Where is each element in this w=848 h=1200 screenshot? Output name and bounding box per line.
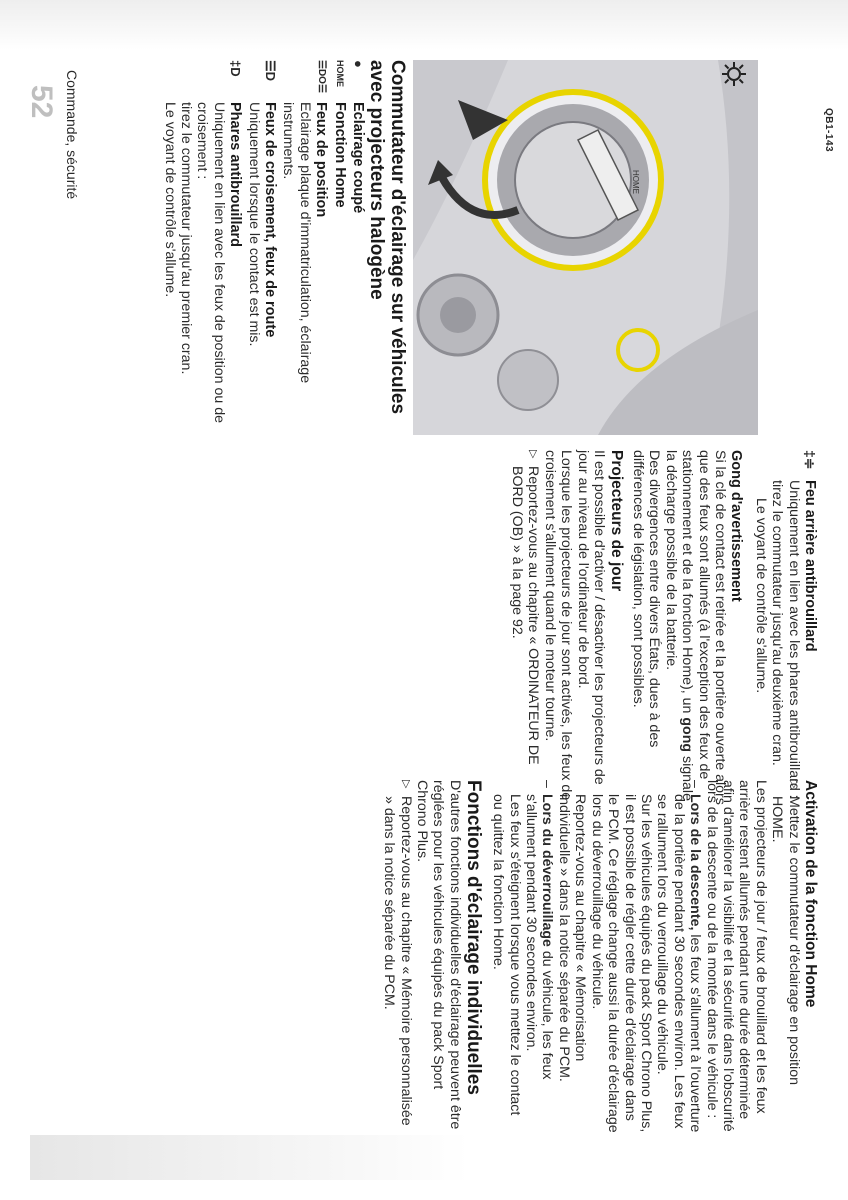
item-label: Phares antibrouillard [227, 102, 244, 248]
list-item [245, 60, 278, 430]
descent-text: les feux s'allument à l'ouverture de la portière pendant 30 secondes environ. Les feux se rallument lors du verrouillage du véhicule. [654, 794, 704, 1133]
item-text: Le voyant de contrôle s'allume. [161, 102, 178, 298]
day-lights-heading: Projecteurs de jour [607, 450, 625, 592]
column-light-switch [159, 60, 408, 430]
individual-reference: ▷ Reportez-vous au chapitre « Mémoire personnalisée » dans la notice séparée du PCM. [381, 780, 414, 1135]
descent-item [556, 780, 704, 1135]
item-label: Eclairage coupé [350, 102, 366, 214]
descent-text-2: Sur les véhicules équipés du pack Sport Chrono Plus, il est possible de régler cette durée d'éclairage dans le PCM. Ce réglage change aussi la durée d'éclairage lors du déverrouillage du véhicule. [588, 794, 654, 1133]
column-middle [509, 450, 818, 805]
gong-text-a: Si la clé de contact est retirée et la portière ouverte alors que des feux sont allumés (à l'exception des feux de stationnement et de la fonction Home), un [679, 450, 728, 805]
light-switch-figure [413, 60, 758, 435]
item-text: tirez le commutateur jusqu'au deuxième cran. [769, 480, 786, 766]
item-text: Uniquement en lien avec les feux de position ou de croisement : [194, 102, 227, 424]
section-title: Commutateur d'éclairage sur véhicules avec projecteurs halogène [366, 60, 408, 415]
day-lights-reference: ▷ Reportez-vous au chapitre « ORDINATEUR DE BORD (OB) » à la page 92. [509, 450, 542, 805]
gong-text-b: signale la décharge possible de la batterie. [662, 450, 696, 801]
home-text: Les projecteurs de jour / feux de brouillard et les feux arrière restent allumés pendant une durée déterminée afin d'améliorer la visibilité et la sécurité dans l'obscurité lors de la descente ou de la montée dans le véhicule : [703, 780, 769, 1132]
gong-bold: gong [679, 717, 696, 753]
item-text: Uniquement lorsque le contact est mis. [245, 102, 262, 347]
home-step: ▷ Mettez le commutateur d'éclairage en position HOME. [769, 780, 802, 1135]
home-heading: Activation de la fonction Home [802, 780, 819, 1008]
descent-text-3: Reportez-vous au chapitre « Mémorisation individuelle » dans la notice séparée du PCM. [555, 794, 589, 1082]
gong-text [662, 450, 728, 805]
item-label: Feu arrière antibrouillard [802, 480, 818, 652]
svg-text:HOME: HOME [631, 170, 640, 194]
unlock-item [490, 780, 556, 1135]
unlock-text: du véhicule, les feux s'allument pendant 30 secondes environ. [523, 794, 556, 1080]
low-beam-icon: ☰D [262, 60, 278, 82]
figure-label: QB1-143 [823, 108, 834, 153]
list-item [280, 60, 329, 430]
item-label: Fonction Home [331, 102, 348, 208]
individual-text: D'autres fonctions individuelles d'éclairage peuvent être réglées pour les véhicules équipés du pack Sport Chrono Plus. [414, 780, 463, 1130]
unlock-text-2: Les feux s'éteignent lorsque vous mettez le contact ou quittez la fonction Home. [490, 794, 523, 1116]
item-label: Feux de croisement, feux de route [261, 102, 278, 338]
day-lights-text: Lorsque les projecteurs de jour sont activés, les feux de croisement s'allument quand le moteur tourne. [541, 450, 575, 801]
descent-bold: Lors de la descente, [687, 794, 704, 931]
individual-heading: Fonctions d'éclairage individuelles [462, 780, 484, 1095]
day-lights-text: Il est possible d'activer / désactiver les projecteurs de jour au niveau de l'ordinateur de bord. [574, 450, 608, 785]
footer-section: Commande, sécurité [64, 70, 80, 200]
column-right [381, 780, 818, 1135]
light-icon [720, 60, 748, 88]
item-text: Le voyant de contrôle s'allume. [752, 498, 769, 694]
dashboard-illustration [413, 60, 758, 435]
fog-light-icon: ‡D [228, 60, 244, 77]
home-icon: HOME [334, 60, 345, 87]
list-item [350, 60, 366, 430]
item-label: Feux de position [313, 102, 330, 218]
list-item [752, 450, 818, 805]
item-text: Eclairage plaque d'immatriculation, éclairage instruments. [280, 102, 313, 384]
item-text: tirez le commutateur jusqu'au premier cran. [177, 102, 194, 375]
list-item [331, 60, 347, 430]
off-icon: ● [351, 60, 366, 68]
gong-heading: Gong d'avertissement [728, 450, 745, 602]
list-item [161, 60, 243, 430]
item-text: Uniquement en lien avec les phares antibrouillard : [785, 480, 802, 799]
unlock-bold: Lors du déverrouillage [539, 794, 556, 947]
gong-text-2: Des divergences entre divers États, dues à des différences de législation, sont possibles. [629, 450, 663, 748]
rear-fog-icon: ‡≑ [802, 450, 818, 470]
parking-light-icon: ☰DO☰ [316, 60, 328, 93]
page-number: 52 [25, 85, 58, 119]
